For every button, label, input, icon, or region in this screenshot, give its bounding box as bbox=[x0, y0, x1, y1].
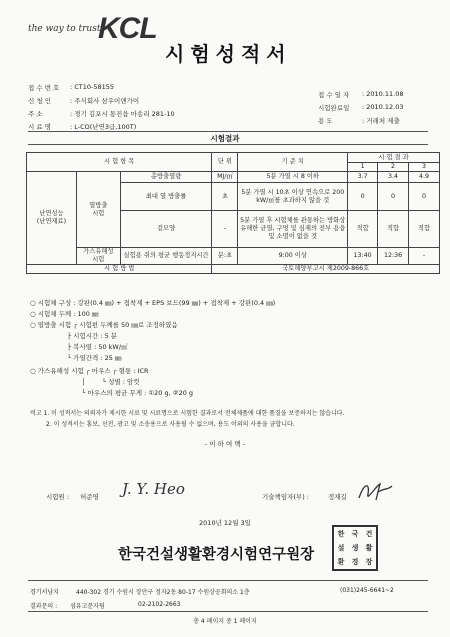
detail-line: ├ 복사열 : 50 kW/㎡ bbox=[30, 343, 128, 351]
manager-label: 기술책임자(부) : bbox=[262, 493, 310, 501]
divider bbox=[28, 144, 428, 145]
info-label: 용 도 bbox=[318, 117, 333, 125]
seal-char: 생 bbox=[351, 544, 359, 552]
info-value: : 경기 김포시 통진읍 마송리 281-10 bbox=[70, 110, 175, 118]
table-method-label: 시 험 방 법 bbox=[27, 265, 212, 274]
table-cell: 13:40 bbox=[348, 248, 378, 265]
manager-signature-icon bbox=[356, 478, 396, 504]
info-value: : CT10-58155 bbox=[70, 83, 115, 91]
org-name: 한국건설생활환경시험연구원장 bbox=[118, 547, 315, 563]
detail-line: ├ 시험시간 : 5 분 bbox=[30, 332, 118, 340]
info-label: 시험완료일 bbox=[318, 104, 350, 112]
seal-char: 건 bbox=[365, 530, 373, 538]
detail-line: │ └ 성별 : 암컷 bbox=[30, 378, 140, 386]
footer-branch-phone: (031)245-6641~2 bbox=[340, 587, 394, 594]
divider bbox=[28, 131, 428, 132]
detail-line: ○ 시험체 구성 : 강판(0.4 ㎜) + 접착제 + EPS 보드(99 ㎜) + 접착제 + 강판(0.4 ㎜) bbox=[30, 299, 276, 307]
table-cell: 최대 열 방출률 bbox=[120, 183, 212, 211]
tester-label: 시험원 : bbox=[46, 493, 70, 501]
footer-branch-label: 경기서남지 bbox=[30, 589, 59, 596]
footer-branch-address: 440-302 경기 수원시 장안구 정자2동 80-17 수원상공회의소 1층 bbox=[76, 589, 250, 596]
table-cell: MJ/㎡ bbox=[212, 172, 238, 183]
info-label: 신 청 인 bbox=[28, 97, 51, 105]
table-header-result-2: 2 bbox=[378, 163, 409, 172]
divider bbox=[28, 580, 428, 581]
table-header-result-1: 1 bbox=[348, 163, 378, 172]
info-value: : 주식회사 삼우이앤가이 bbox=[70, 97, 140, 105]
seal-char: 활 bbox=[365, 544, 373, 552]
detail-line: ○ 열방출 시험 ┌ 시험편 두께를 50 ㎜로 조정하였음 bbox=[30, 321, 178, 329]
table-header-result-3: 3 bbox=[409, 163, 440, 172]
table-cell: 0 bbox=[409, 183, 440, 211]
table-group-fire: 난연성능 (난연재료) bbox=[27, 172, 77, 265]
table-cell: 적합 bbox=[378, 211, 409, 248]
table-cell: - bbox=[212, 211, 238, 248]
divider bbox=[28, 611, 428, 612]
manager-name: 정재길 bbox=[328, 493, 347, 501]
table-group-gas: 가스유해성 시험 bbox=[76, 248, 120, 265]
table-cell: 적합 bbox=[348, 211, 378, 248]
page-number: 총 4 페이지 중 1 페이지 bbox=[193, 618, 257, 625]
tester-signature: J. Y. Heo bbox=[122, 480, 185, 498]
logo-tagline: the way to trust bbox=[28, 24, 101, 34]
table-header-unit: 단 위 bbox=[212, 153, 238, 172]
table-cell: 3.7 bbox=[348, 172, 378, 183]
table-cell: 분:초 bbox=[212, 248, 238, 265]
detail-line: └ 가열간격 : 25 ㎜ bbox=[30, 354, 122, 362]
table-header-item: 시 험 항 목 bbox=[27, 153, 212, 172]
table-cell: 0 bbox=[378, 183, 409, 211]
table-cell: 12:36 bbox=[378, 248, 409, 265]
note-2: 2. 이 성적서는 홍보, 선전, 광고 및 소송용으로 사용될 수 없으며, 용도 이외의 사용을 금합니다. bbox=[46, 421, 295, 428]
seal-char: 한 bbox=[337, 530, 345, 538]
section-title: 시험결과 bbox=[210, 134, 240, 143]
results-table bbox=[26, 152, 440, 274]
page-title: 시험성적서 bbox=[165, 42, 292, 66]
info-label: 시 료 명 bbox=[28, 123, 51, 131]
end-mark: - 이 하 여 백 - bbox=[204, 440, 246, 448]
table-cell: 총방출열량 bbox=[120, 172, 212, 183]
note-1: 비고 1. 이 성적서는 의뢰자가 제시한 시료 및 시료명으로 시험한 결과로서 전체제품에 대한 품질을 보증하지는 않습니다. bbox=[30, 410, 345, 417]
table-group-heat: 열방출 시험 bbox=[76, 172, 120, 248]
detail-line: └ 마우스의 평균 무게 : ①20 g, ②20 g bbox=[30, 389, 194, 397]
official-seal bbox=[332, 525, 378, 571]
table-cell: 5분 가열 후 시험체를 관통하는 방화상 유해한 균열, 구멍 및 심재의 전부 용융 및 소멸이 없을 것 bbox=[238, 211, 348, 248]
table-cell: 5분 가열 시 10초 이상 연속으로 200 kW/㎡를 초과하지 않을 것 bbox=[238, 183, 348, 211]
seal-char: 국 bbox=[351, 530, 359, 538]
info-value: : L-CO(난연3급,100T) bbox=[70, 123, 137, 131]
table-header-criteria: 기 준 치 bbox=[238, 153, 348, 172]
tester-name: 허준영 bbox=[80, 493, 99, 501]
info-label: 주 소 bbox=[28, 110, 43, 118]
issue-date: 2010년 12월 3일 bbox=[199, 519, 251, 527]
table-cell: 실험용 쥐의 평균 행동정지시간 bbox=[120, 248, 212, 265]
logo-kcl: KCL bbox=[98, 12, 157, 45]
seal-char: 설 bbox=[337, 544, 345, 552]
table-cell: 3.4 bbox=[378, 172, 409, 183]
footer-inquiry-label: 결과문의 : bbox=[30, 603, 58, 610]
table-cell: 4.9 bbox=[409, 172, 440, 183]
table-method-value: 국토해양부고시 제2009-866호 bbox=[212, 265, 440, 274]
footer-inquiry-phone: 02-2102-2663 bbox=[138, 601, 181, 608]
table-cell: 0 bbox=[348, 183, 378, 211]
info-value: : 2010.11.08 bbox=[362, 90, 404, 98]
seal-char: 경 bbox=[351, 558, 359, 566]
info-value: : 2010.12.03 bbox=[362, 103, 404, 111]
table-cell: 5분 가열 시 8 이하 bbox=[238, 172, 348, 183]
table-cell: - bbox=[409, 248, 440, 265]
table-cell: 초 bbox=[212, 183, 238, 211]
table-cell: 9:00 이상 bbox=[238, 248, 348, 265]
seal-char: 환 bbox=[337, 558, 345, 566]
table-cell: 적합 bbox=[409, 211, 440, 248]
info-label: 접 수 번 호 bbox=[28, 84, 60, 92]
table-header-result: 시 험 결 과 bbox=[348, 153, 440, 163]
info-label: 접 수 일 자 bbox=[318, 91, 350, 99]
info-value: : 거래처 제출 bbox=[362, 117, 400, 125]
detail-line: ○ 가스유해성 시험 ┌ 마우스 ┌ 혈통 : ICR bbox=[30, 367, 149, 375]
table-cell: 겉모양 bbox=[120, 211, 212, 248]
footer-inquiry-dept: 섬유고분자팀 bbox=[70, 603, 105, 610]
detail-line: ○ 시험체 두께 : 100 ㎜ bbox=[30, 310, 99, 318]
seal-char: 장 bbox=[365, 558, 373, 566]
